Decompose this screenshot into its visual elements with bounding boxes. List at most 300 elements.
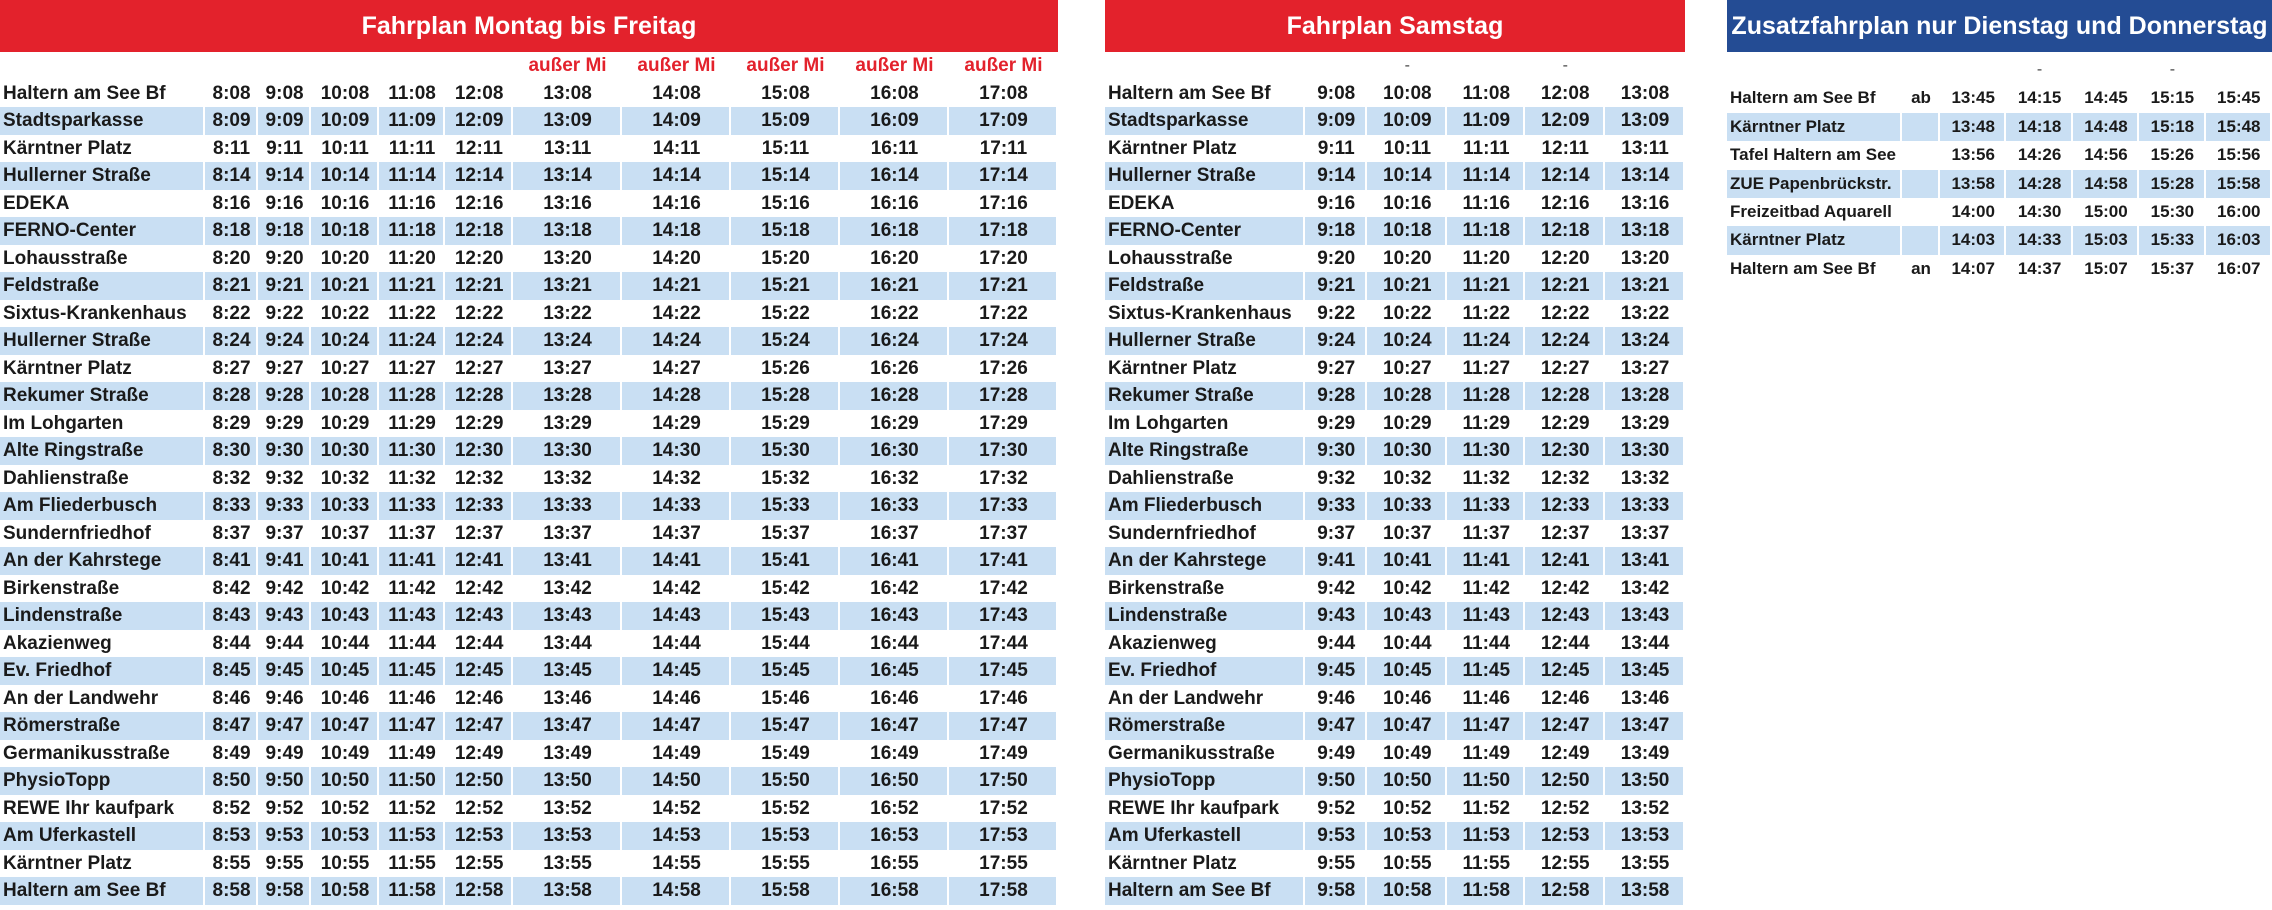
service-note: -: [2169, 61, 2176, 78]
departure-time: 8:16: [212, 192, 251, 214]
departure-time: 15:50: [731, 767, 840, 795]
departure-time: 15:30: [2150, 202, 2195, 222]
departure-time: 12:21: [445, 272, 513, 300]
departure-time: 9:22: [265, 302, 304, 324]
departure-time: 9:33: [258, 492, 311, 520]
departure-time: 11:58: [1447, 877, 1525, 905]
departure-time: 8:43: [205, 602, 258, 630]
departure-time: 12:14: [445, 162, 513, 190]
table-row: [1727, 255, 2272, 283]
table-row: [0, 80, 1058, 108]
service-note: -: [1404, 57, 1410, 74]
departure-time: 10:08: [320, 82, 370, 104]
departure-time: 13:49: [1620, 742, 1670, 764]
stop-name: Römerstraße: [0, 712, 205, 740]
departure-time: 9:09: [1305, 107, 1367, 135]
departure-time: 10:22: [1383, 302, 1432, 324]
table-row: [1105, 107, 1685, 135]
table-row: [1105, 465, 1685, 493]
stop-name: Birkenstraße: [1108, 577, 1225, 599]
departure-time: 11:33: [1447, 492, 1525, 520]
departure-time: 13:58: [1605, 877, 1685, 905]
departure-time: 9:37: [265, 522, 304, 544]
departure-time: 9:08: [265, 82, 304, 104]
departure-time: 9:41: [258, 547, 311, 575]
stop-name: PhysioTopp: [0, 767, 205, 795]
departure-time: 15:09: [731, 107, 840, 135]
departure-time: 14:47: [622, 712, 731, 740]
service-note: außer Mi: [855, 55, 934, 76]
departure-time: 8:14: [205, 162, 258, 190]
departure-time: 14:45: [622, 657, 731, 685]
departure-time: 9:52: [265, 797, 304, 819]
departure-time: 8:30: [205, 437, 258, 465]
note-spacer: [1727, 56, 1902, 84]
departure-time: 10:49: [320, 742, 370, 764]
departure-time: 16:43: [840, 602, 949, 630]
departure-time: 10:30: [311, 437, 379, 465]
departure-time: 11:21: [1447, 272, 1525, 300]
table-row: [0, 135, 1058, 163]
departure-time: 12:49: [454, 742, 504, 764]
departure-time: 9:28: [258, 382, 311, 410]
departure-time: 15:55: [761, 852, 810, 874]
table-row: [1105, 822, 1685, 850]
service-note: außer Mi: [964, 55, 1043, 76]
departure-time: 16:49: [870, 742, 919, 764]
departure-time: 14:18: [622, 217, 731, 245]
departure-time: 15:41: [731, 547, 840, 575]
stop-name: Kärntner Platz: [1108, 852, 1237, 874]
departure-time: 10:29: [1383, 412, 1432, 434]
departure-time: 11:52: [1462, 797, 1511, 819]
departure-time: 13:44: [1620, 632, 1670, 654]
departure-time: 12:46: [454, 687, 504, 709]
departure-time: 10:44: [1383, 632, 1432, 654]
departure-time: 11:30: [379, 437, 445, 465]
departure-time: 12:11: [455, 137, 503, 159]
departure-time: 10:27: [1383, 357, 1432, 379]
table-row: [1727, 226, 2272, 254]
stop-name: Kärntner Platz: [1108, 137, 1237, 159]
departure-time: 11:11: [1463, 137, 1510, 159]
departure-time: 11:47: [1447, 712, 1525, 740]
departure-time: 10:28: [1367, 382, 1447, 410]
departure-time: 11:44: [1462, 632, 1511, 654]
departure-time: 9:46: [265, 687, 304, 709]
departure-time: 11:27: [1462, 357, 1511, 379]
departure-time: 8:32: [212, 467, 251, 489]
departure-time: 15:58: [2206, 170, 2272, 198]
departure-time: 13:58: [1940, 170, 2006, 198]
table-row: [1105, 190, 1685, 218]
departure-time: 11:49: [388, 742, 436, 764]
departure-time: 9:29: [265, 412, 304, 434]
departure-time: 9:46: [1317, 687, 1356, 709]
departure-time: 10:08: [1383, 82, 1432, 104]
departure-time: 13:41: [513, 547, 622, 575]
departure-time: 9:29: [1317, 412, 1356, 434]
departure-time: 12:52: [1540, 797, 1590, 819]
note-spacer: [1902, 56, 1940, 84]
departure-time: 15:53: [731, 822, 840, 850]
departure-time: 11:32: [388, 467, 436, 489]
departure-time: 14:32: [652, 467, 701, 489]
departure-time: 16:00: [2217, 202, 2261, 222]
departure-time: 13:47: [1605, 712, 1685, 740]
departure-time: 16:14: [840, 162, 949, 190]
departure-time: 10:20: [1383, 247, 1432, 269]
departure-time: 15:15: [2150, 88, 2195, 108]
departure-time: 9:08: [1317, 82, 1356, 104]
departure-time: 15:14: [731, 162, 840, 190]
stop-name: Lindenstraße: [1105, 602, 1305, 630]
departure-time: 14:43: [622, 602, 731, 630]
departure-time: 16:55: [870, 852, 919, 874]
departure-time: 11:08: [1462, 82, 1511, 104]
stop-name: An der Kahrstege: [0, 547, 205, 575]
departure-time: 10:47: [1367, 712, 1447, 740]
note-row: [1727, 56, 2272, 84]
departure-time: 15:45: [731, 657, 840, 685]
departure-time: 14:09: [622, 107, 731, 135]
stop-name: Stadtsparkasse: [0, 107, 205, 135]
departure-time: 17:09: [949, 107, 1058, 135]
departure-time: 12:27: [454, 357, 504, 379]
departure-time: 12:53: [445, 822, 513, 850]
departure-time: 10:42: [1383, 577, 1432, 599]
departure-time: 14:58: [2073, 170, 2139, 198]
departure-time: 10:14: [1367, 162, 1447, 190]
stop-name: Hullerner Straße: [0, 327, 205, 355]
stop-name: EDEKA: [3, 192, 70, 214]
departure-time: 14:48: [2073, 113, 2139, 141]
departure-time: 16:33: [840, 492, 949, 520]
departure-time: 15:22: [761, 302, 810, 324]
stop-name: Stadtsparkasse: [1105, 107, 1305, 135]
table-row: [1105, 630, 1685, 658]
table-row: [1105, 767, 1685, 795]
departure-time: 9:42: [1317, 577, 1356, 599]
departure-time: 13:55: [543, 852, 592, 874]
weekday-title: Fahrplan Montag bis Freitag: [0, 0, 1058, 52]
departure-time: 9:28: [1305, 382, 1367, 410]
departure-time: 13:47: [513, 712, 622, 740]
table-row: [0, 685, 1058, 713]
table-row: [0, 740, 1058, 768]
departure-time: 10:09: [311, 107, 379, 135]
departure-time: 17:58: [949, 877, 1058, 905]
departure-time: 13:45: [513, 657, 622, 685]
departure-time: 13:29: [1620, 412, 1670, 434]
departure-arrival-mark: ab: [1911, 88, 1931, 108]
departure-time: 15:37: [2150, 258, 2195, 278]
departure-time: 13:53: [513, 822, 622, 850]
departure-time: 8:53: [205, 822, 258, 850]
departure-time: 10:42: [320, 577, 370, 599]
departure-time: 13:14: [1605, 162, 1685, 190]
stop-name: Sixtus-Krankenhaus: [1108, 302, 1292, 324]
departure-time: 10:53: [311, 822, 379, 850]
departure-time: 9:43: [258, 602, 311, 630]
departure-time: 9:16: [1317, 192, 1356, 214]
departure-time: 13:43: [1605, 602, 1685, 630]
departure-time: 8:29: [212, 412, 251, 434]
departure-time: 10:53: [1367, 822, 1447, 850]
stop-name: Am Uferkastell: [0, 822, 205, 850]
departure-time: 10:21: [311, 272, 379, 300]
departure-time: 14:50: [622, 767, 731, 795]
departure-time: 13:22: [543, 302, 592, 324]
departure-time: 16:46: [870, 687, 919, 709]
table-row: [1105, 575, 1685, 603]
table-row: [0, 657, 1058, 685]
departure-time: 12:29: [454, 412, 504, 434]
table-row: [1105, 520, 1685, 548]
departure-time: 14:56: [2084, 145, 2128, 165]
service-note: [1447, 52, 1525, 80]
departure-time: 12:24: [445, 327, 513, 355]
departure-time: 15:29: [761, 412, 810, 434]
departure-time: 15:16: [761, 192, 810, 214]
departure-time: 11:53: [1447, 822, 1525, 850]
departure-time: 13:27: [543, 357, 592, 379]
departure-time: 9:47: [1305, 712, 1367, 740]
departure-time: 9:32: [1317, 467, 1356, 489]
departure-time: 14:00: [1951, 202, 1995, 222]
departure-time: 13:09: [513, 107, 622, 135]
departure-time: 11:37: [388, 522, 436, 544]
departure-time: 13:52: [543, 797, 592, 819]
table-row: [0, 272, 1058, 300]
departure-time: 11:50: [379, 767, 445, 795]
table-row: [0, 327, 1058, 355]
departure-time: 17:50: [949, 767, 1058, 795]
departure-time: 16:44: [870, 632, 919, 654]
departure-time: 12:32: [454, 467, 504, 489]
departure-time: 14:45: [2084, 88, 2128, 108]
departure-time: 11:45: [379, 657, 445, 685]
departure-time: 10:52: [1383, 797, 1432, 819]
departure-time: 8:08: [212, 82, 251, 104]
departure-time: 9:58: [258, 877, 311, 905]
departure-time: 10:47: [311, 712, 379, 740]
departure-time: 16:21: [840, 272, 949, 300]
stop-name: ZUE Papenbrückstr.: [1727, 170, 1902, 198]
departure-time: 8:37: [212, 522, 251, 544]
departure-time: 14:27: [652, 357, 701, 379]
departure-time: 12:29: [1540, 412, 1590, 434]
departure-time: 11:55: [1462, 852, 1511, 874]
departure-time: 11:20: [1462, 247, 1511, 269]
departure-time: 10:29: [320, 412, 370, 434]
departure-time: 8:50: [205, 767, 258, 795]
service-note: -: [2036, 61, 2043, 78]
departure-time: 9:37: [1317, 522, 1356, 544]
service-note: außer Mi: [637, 55, 716, 76]
departure-time: 17:30: [949, 437, 1058, 465]
departure-time: 8:45: [205, 657, 258, 685]
departure-time: 8:52: [212, 797, 251, 819]
departure-time: 15:00: [2084, 202, 2128, 222]
departure-time: 9:45: [1305, 657, 1367, 685]
departure-time: 15:33: [731, 492, 840, 520]
table-row: [1105, 657, 1685, 685]
weekday-table: [0, 52, 1058, 905]
departure-time: 15:58: [731, 877, 840, 905]
departure-time: 10:52: [320, 797, 370, 819]
departure-time: 10:41: [311, 547, 379, 575]
departure-time: 11:14: [379, 162, 445, 190]
departure-arrival-mark: [1902, 141, 1940, 169]
departure-time: 9:27: [265, 357, 304, 379]
departure-time: 11:21: [379, 272, 445, 300]
departure-time: 10:55: [320, 852, 370, 874]
departure-time: 9:14: [1305, 162, 1367, 190]
stop-name: EDEKA: [1108, 192, 1175, 214]
departure-time: 8:28: [205, 382, 258, 410]
departure-time: 13:08: [543, 82, 592, 104]
departure-time: 10:45: [311, 657, 379, 685]
departure-time: 8:09: [205, 107, 258, 135]
departure-time: 14:41: [622, 547, 731, 575]
departure-time: 9:55: [1317, 852, 1356, 874]
stop-name: Alte Ringstraße: [1105, 437, 1305, 465]
departure-time: 10:24: [311, 327, 379, 355]
departure-time: 15:49: [761, 742, 810, 764]
departure-time: 15:11: [761, 137, 810, 159]
departure-time: 14:30: [2017, 202, 2062, 222]
stop-name: Hullerner Straße: [1105, 162, 1305, 190]
departure-time: 11:20: [388, 247, 436, 269]
departure-time: 13:33: [1605, 492, 1685, 520]
departure-time: 13:21: [1605, 272, 1685, 300]
departure-time: 14:52: [652, 797, 701, 819]
departure-time: 17:45: [949, 657, 1058, 685]
departure-time: 16:22: [870, 302, 919, 324]
stop-name: Haltern am See Bf: [0, 877, 205, 905]
departure-time: 8:22: [212, 302, 251, 324]
departure-time: 12:44: [454, 632, 504, 654]
departure-time: 10:37: [320, 522, 370, 544]
departure-time: 16:45: [840, 657, 949, 685]
departure-time: 13:48: [1940, 113, 2006, 141]
stop-name: Sundernfriedhof: [3, 522, 151, 544]
departure-time: 12:55: [1540, 852, 1590, 874]
stop-name: Dahlienstraße: [1108, 467, 1234, 489]
stop-name: Akazienweg: [1108, 632, 1217, 654]
departure-time: 12:44: [1540, 632, 1590, 654]
departure-time: 13:52: [1620, 797, 1670, 819]
departure-time: 14:29: [652, 412, 701, 434]
departure-time: 13:32: [543, 467, 592, 489]
departure-time: 9:18: [258, 217, 311, 245]
departure-time: 9:27: [1317, 357, 1356, 379]
departure-time: 10:50: [1367, 767, 1447, 795]
departure-time: 9:50: [1305, 767, 1367, 795]
departure-time: 13:42: [1620, 577, 1670, 599]
stop-name: An der Kahrstege: [1105, 547, 1305, 575]
departure-time: 16:58: [840, 877, 949, 905]
departure-time: 10:30: [1367, 437, 1447, 465]
departure-time: 15:44: [761, 632, 810, 654]
stop-name: Ev. Friedhof: [1105, 657, 1305, 685]
departure-time: 13:41: [1605, 547, 1685, 575]
departure-time: 12:18: [1525, 217, 1605, 245]
departure-time: 17:47: [949, 712, 1058, 740]
departure-time: 16:16: [870, 192, 919, 214]
stop-name: Kärntner Platz: [3, 137, 132, 159]
departure-time: 12:37: [454, 522, 504, 544]
table-row: [0, 767, 1058, 795]
departure-time: 17:28: [949, 382, 1058, 410]
departure-time: 12:18: [445, 217, 513, 245]
departure-time: 11:58: [379, 877, 445, 905]
departure-time: 15:24: [731, 327, 840, 355]
departure-time: 12:21: [1525, 272, 1605, 300]
departure-time: 10:09: [1367, 107, 1447, 135]
departure-time: 17:18: [949, 217, 1058, 245]
departure-time: 17:11: [979, 137, 1028, 159]
departure-time: 12:30: [1525, 437, 1605, 465]
departure-time: 17:26: [979, 357, 1028, 379]
departure-time: 13:28: [513, 382, 622, 410]
departure-time: 9:43: [1305, 602, 1367, 630]
departure-time: 13:58: [513, 877, 622, 905]
saturday-timetable: [1105, 0, 1685, 905]
table-row: [1727, 113, 2272, 141]
departure-time: 14:28: [2006, 170, 2072, 198]
saturday-title: Fahrplan Samstag: [1105, 0, 1685, 52]
departure-time: 17:53: [949, 822, 1058, 850]
departure-time: 11:47: [379, 712, 445, 740]
departure-time: 9:50: [258, 767, 311, 795]
departure-time: 12:47: [445, 712, 513, 740]
table-row: [1105, 410, 1685, 438]
departure-time: 10:58: [1367, 877, 1447, 905]
departure-time: 17:08: [979, 82, 1028, 104]
stop-name: PhysioTopp: [1105, 767, 1305, 795]
stop-name: Sixtus-Krankenhaus: [3, 302, 187, 324]
departure-time: 11:16: [388, 192, 436, 214]
departure-time: 8:49: [212, 742, 251, 764]
table-row: [1105, 602, 1685, 630]
departure-time: 14:58: [622, 877, 731, 905]
service-note: -: [1562, 57, 1568, 74]
departure-time: 16:50: [840, 767, 949, 795]
departure-time: 8:21: [205, 272, 258, 300]
departure-time: 12:09: [1525, 107, 1605, 135]
departure-time: 12:49: [1540, 742, 1590, 764]
departure-arrival-mark: an: [1911, 258, 1931, 278]
note-row: [0, 52, 1058, 80]
departure-time: 9:41: [1305, 547, 1367, 575]
departure-time: 15:20: [761, 247, 810, 269]
departure-time: 15:18: [731, 217, 840, 245]
departure-time: 16:41: [840, 547, 949, 575]
departure-time: 14:53: [622, 822, 731, 850]
departure-time: 11:46: [1462, 687, 1511, 709]
departure-time: 10:37: [1383, 522, 1432, 544]
departure-time: 13:42: [543, 577, 592, 599]
departure-arrival-mark: [1902, 170, 1940, 198]
table-row: [0, 382, 1058, 410]
departure-time: 13:37: [1620, 522, 1670, 544]
departure-time: 11:27: [388, 357, 436, 379]
stop-name: Am Fliederbusch: [1105, 492, 1305, 520]
table-row: [1105, 135, 1685, 163]
service-note: [2073, 56, 2139, 84]
